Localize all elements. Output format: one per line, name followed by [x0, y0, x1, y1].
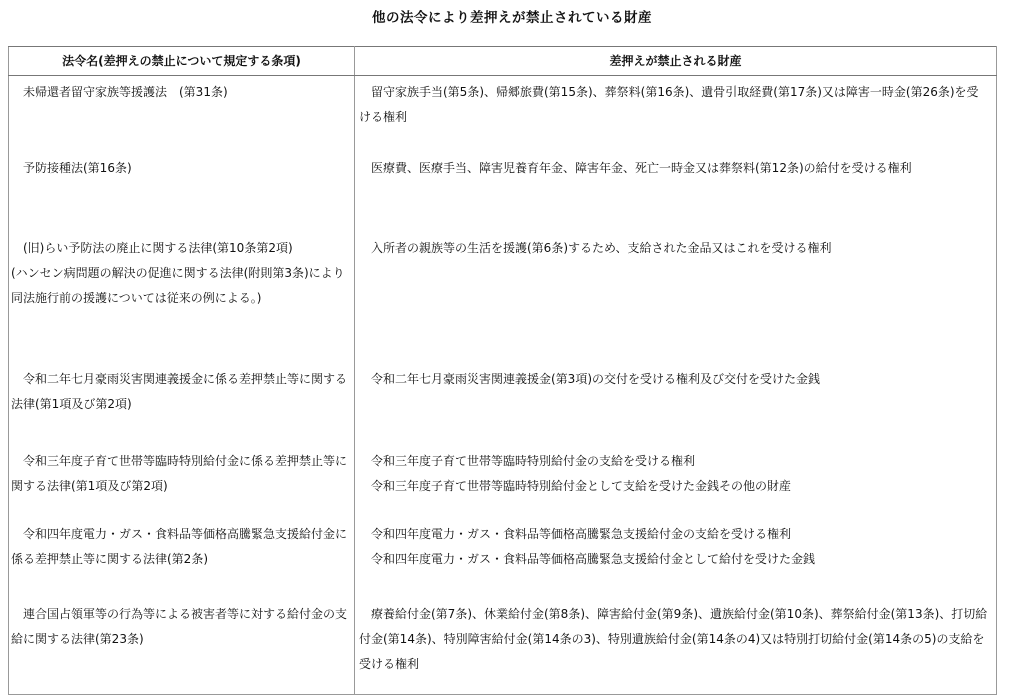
table-row: [9, 76, 997, 153]
table-row: [9, 441, 997, 514]
property-cell: [355, 152, 997, 228]
property-text: 令和三年度子育て世帯等臨時特別給付金として支給を受けた金銭その他の財産: [371, 479, 792, 493]
property-cell: [355, 76, 997, 153]
law-cell: [9, 228, 355, 359]
table-row: [9, 152, 997, 228]
table-row: [9, 594, 997, 695]
law-cell: [9, 359, 355, 441]
law-name: 令和二年七月豪雨災害関連義援金に係る差押禁止等に関する法律(第1項及び第2項): [11, 372, 348, 411]
table-header-row: [9, 47, 997, 76]
law-name: 未帰還者留守家族等援護法 (第31条): [23, 85, 228, 99]
property-text: 令和二年七月豪雨災害関連義援金(第3項)の交付を受ける権利及び交付を受けた金銭: [371, 372, 821, 386]
property-cell: [355, 594, 997, 695]
property-text: 療養給付金(第7条)、休業給付金(第8条)、障害給付金(第9条)、遺族給付金(第10条)、葬祭給付金(第13条)、打切給付金(第14条)、特別障害給付金(第14条の3)、特別遺族給付金(第14条の4)又は特別打切給付金(第14条の5)の支給を受ける権利: [359, 607, 988, 671]
law-cell: [9, 441, 355, 514]
law-cell: [9, 76, 355, 153]
property-text: 令和四年度電力・ガス・食料品等価格高騰緊急支援給付金の支給を受ける権利: [371, 527, 792, 541]
property-text: 令和三年度子育て世帯等臨時特別給付金の支給を受ける権利: [371, 454, 696, 468]
property-text: 医療費、医療手当、障害児養育年金、障害年金、死亡一時金又は葬祭料(第12条)の給付を受ける権利: [371, 161, 912, 175]
page-title: 他の法令により差押えが禁止されている財産: [372, 10, 652, 26]
property-text: 入所者の親族等の生活を援護(第6条)するため、支給された金品又はこれを受ける権利: [371, 241, 832, 255]
property-cell: [355, 359, 997, 441]
law-cell: [9, 514, 355, 594]
law-cell: [9, 594, 355, 695]
law-name: 令和三年度子育て世帯等臨時特別給付金に係る差押禁止等に関する法律(第1項及び第2項): [11, 454, 348, 493]
table-row: [9, 228, 997, 359]
property-cell: [355, 228, 997, 359]
law-name: 連合国占領軍等の行為等による被害者等に対する給付金の支給に関する法律(第23条): [11, 607, 348, 646]
law-note: (ハンセン病問題の解決の促進に関する法律(附則第3条)により同法施行前の援護については従来の例による。): [11, 266, 345, 305]
exempt-property-table: [8, 46, 997, 695]
table-row: [9, 514, 997, 594]
property-text: 令和四年度電力・ガス・食料品等価格高騰緊急支援給付金として給付を受けた金銭: [371, 552, 816, 566]
header-property: 差押えが禁止される財産: [355, 47, 997, 76]
property-cell: [355, 514, 997, 594]
law-name: 令和四年度電力・ガス・食料品等価格高騰緊急支援給付金に係る差押禁止等に関する法律(第2条): [11, 527, 348, 566]
property-text: 留守家族手当(第5条)、帰郷旅費(第15条)、葬祭料(第16条)、遺骨引取経費(第17条)又は障害一時金(第26条)を受ける権利: [359, 85, 979, 124]
header-law: 法令名(差押えの禁止について規定する条項): [9, 47, 355, 76]
property-cell: [355, 441, 997, 514]
law-name: (旧)らい予防法の廃止に関する法律(第10条第2項): [23, 241, 293, 255]
law-cell: [9, 152, 355, 228]
law-name: 予防接種法(第16条): [23, 161, 132, 175]
table-row: [9, 359, 997, 441]
